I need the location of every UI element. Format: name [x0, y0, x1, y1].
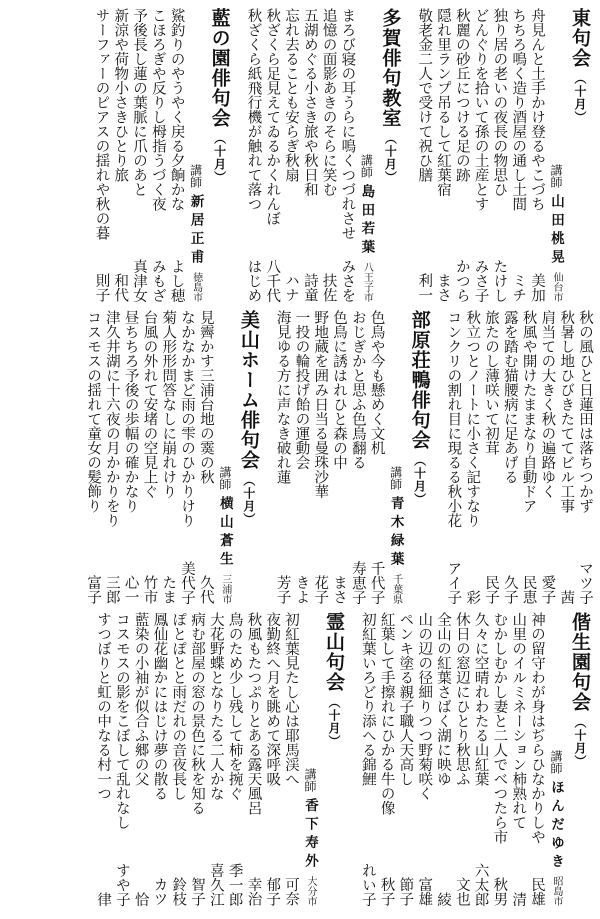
group-month: （十月）	[241, 474, 256, 526]
teacher-line	[215, 310, 235, 604]
column-spacer	[234, 8, 244, 302]
haiku-entry	[367, 310, 386, 604]
haiku-text: 一投の輪投げ飴の運動会	[293, 310, 310, 470]
group-title	[406, 310, 434, 604]
teacher-line	[546, 8, 566, 302]
teacher-location: 三浦市	[219, 574, 231, 604]
haiku-author: 秋男	[491, 877, 508, 906]
column-spacer	[434, 310, 444, 604]
haiku-author: よし穂	[168, 258, 185, 302]
group-name: 藍の園俳句会	[208, 8, 231, 128]
haiku-author: 喜久江	[207, 862, 224, 906]
haiku-author: 恰	[132, 891, 149, 906]
haiku-entry	[414, 8, 433, 302]
haiku-text: 菊人形形問答なしに崩れけり	[160, 310, 177, 499]
haiku-text: 秋の風ひと日蓮田は落ちつかず	[577, 310, 593, 513]
haiku-text: 色鳥に誘はれひと森の中	[331, 310, 348, 470]
haiku-entry	[519, 310, 538, 604]
haiku-author: 智子	[189, 877, 206, 906]
group-month: （十月）	[212, 132, 227, 184]
haiku-author: きよ	[293, 575, 310, 604]
haiku-author: 清	[510, 891, 527, 906]
haiku-text: 鯊釣りのやうやく戻る夕餉かな	[168, 8, 185, 211]
haiku-entry	[93, 612, 112, 906]
haiku-entry	[556, 310, 575, 604]
tier-2	[6, 310, 594, 604]
haiku-entry	[177, 310, 196, 604]
haiku-entry	[538, 310, 557, 604]
haiku-entry	[575, 310, 594, 604]
haiku-entry	[358, 612, 377, 906]
haiku-author: 季一郎	[226, 862, 243, 906]
column-spacer	[404, 8, 414, 302]
haiku-author: 竹市	[141, 575, 158, 604]
teacher-label: 講師	[549, 164, 563, 188]
teacher-location: 仙台市	[551, 272, 562, 302]
haiku-entry	[433, 8, 452, 302]
haiku-text: 紅葉して手擦れにひかる牛の像	[378, 612, 395, 815]
haiku-author: 久子	[501, 575, 518, 604]
teacher-name: 新居正甫	[187, 194, 204, 268]
haiku-author: 愛子	[539, 575, 556, 604]
haiku-entry	[433, 612, 452, 906]
haiku-author: 三郎	[103, 575, 120, 604]
haiku-text: まろび寝の耳うらに鳴くつづれさせ	[339, 8, 356, 240]
group-name: 霊山句会	[323, 612, 346, 692]
group-name: 部原荘鴨俳句会	[408, 310, 431, 450]
haiku-text: 旅たのし薄咲いて初茸	[483, 310, 500, 455]
haiku-text: 山里のイルミネーション柿熟れて	[510, 612, 527, 830]
haiku-entry	[348, 310, 367, 604]
haiku-author: 可奈	[283, 877, 300, 906]
haiku-text: 追憶の面影あきのそらに笑む	[320, 8, 337, 197]
teacher-location: 昭島市	[551, 876, 562, 906]
teacher-line	[186, 8, 206, 302]
haiku-entry	[490, 612, 509, 906]
haiku-author: 美加	[529, 273, 545, 302]
column-spacer	[348, 612, 358, 906]
haiku-entry	[471, 8, 490, 302]
haiku-entry	[527, 612, 546, 906]
haiku-author: 心一	[122, 575, 139, 604]
haiku-author: 久代	[197, 575, 214, 604]
haiku-entry	[329, 310, 348, 604]
haiku-author: ミチ	[510, 273, 527, 302]
haiku-author: 彩	[464, 589, 481, 604]
teacher-name: 横山蒼生	[216, 496, 233, 570]
haiku-text: なかなかまど雨の雫のひかりけり	[179, 310, 196, 528]
haiku-author: ハナ	[283, 273, 300, 302]
haiku-entry	[396, 612, 415, 906]
haiku-entry	[168, 612, 187, 906]
haiku-author: 美代子	[179, 560, 196, 604]
haiku-author: れい子	[359, 862, 376, 906]
tier-3	[6, 612, 594, 906]
group-title	[566, 612, 594, 906]
haiku-entry	[129, 8, 148, 302]
haiku-text: コスモスの揺れて童女の髪飾り	[85, 310, 102, 513]
haiku-entry	[150, 612, 169, 906]
group-title	[566, 8, 594, 302]
group-month: （十月）	[573, 72, 587, 124]
haiku-author: 芳子	[274, 575, 291, 604]
teacher-name: 島田若葉	[358, 184, 375, 258]
group-title	[320, 612, 348, 906]
haiku-author: 八千代	[264, 258, 281, 302]
haiku-entry	[481, 310, 500, 604]
haiku-text: 秋ざくら紙飛行機が触れて落つ	[245, 8, 262, 211]
haiku-text: 新涼や荷物小さきひとり旅	[112, 8, 129, 182]
haiku-author: まさ	[435, 273, 452, 302]
haiku-entry	[112, 612, 131, 906]
haiku-author: 則子	[93, 273, 110, 302]
haiku-text: 五湖めぐる小さき旅や秋日和	[301, 8, 318, 197]
group-name: 偕生園句会	[569, 612, 591, 712]
group-title	[235, 310, 263, 604]
teacher-label: 講師	[388, 466, 403, 490]
haiku-text: 全山の紅葉さばく湖に映ゆ	[435, 612, 452, 786]
haiku-text: 肩当ての大きく秋の遍路ゆく	[539, 310, 556, 499]
haiku-author: たま	[160, 575, 177, 604]
haiku-text: 山の辺の径細りつつ野菊咲く	[416, 612, 433, 801]
teacher-name: 山田桃晃	[548, 194, 564, 268]
haiku-entry	[319, 8, 338, 302]
haiku-text: コスモスの影をこぼして乱れなし	[113, 612, 130, 830]
haiku-text: 秋立つとノートに小さく記すなり	[464, 310, 481, 528]
haiku-text: 秋麗の砂丘につける足の跡	[453, 8, 470, 182]
haiku-entry	[140, 310, 159, 604]
haiku-entry	[462, 310, 481, 604]
group-name: 東句会	[569, 8, 591, 68]
haiku-text: 見霽かす三浦台地の霙の秋	[197, 310, 214, 484]
haiku-entry	[167, 8, 186, 302]
teacher-location: 徳島市	[190, 272, 202, 302]
haiku-text: 独り居の老いの夜長の物思ひ	[491, 8, 508, 197]
teacher-line	[356, 8, 376, 302]
group-month: （十月）	[573, 716, 587, 768]
haiku-author: 鈴枝	[170, 877, 187, 906]
haiku-author: かつら	[453, 258, 470, 302]
teacher-name: 香下寿外	[302, 798, 319, 872]
haiku-text: 海見ゆる方に声なき破れ蓮	[274, 310, 291, 484]
haiku-entry	[508, 8, 527, 302]
haiku-entry	[83, 310, 102, 604]
haiku-author: 富雄	[416, 877, 433, 906]
haiku-author: カツ	[151, 877, 168, 906]
haiku-entry	[102, 310, 121, 604]
haiku-author: 茜	[558, 589, 575, 604]
haiku-text: コンクリの割れ目に現るる秋小花	[445, 310, 462, 528]
haiku-entry	[121, 310, 140, 604]
haiku-author: はじめ	[245, 258, 262, 302]
haiku-entry	[148, 8, 167, 302]
teacher-label: 講師	[359, 154, 374, 178]
teacher-line	[300, 612, 320, 906]
haiku-text: 秋暑し地ひびきたててビル工事	[558, 310, 575, 513]
haiku-text: 休日の窓辺にひとり秋思ふ	[453, 612, 470, 786]
teacher-label: 講師	[188, 164, 203, 188]
teacher-label: 講師	[303, 768, 318, 792]
haiku-text: 台風の外れて安堵の空見上ぐ	[141, 310, 158, 499]
haiku-text: 忘れ去ることも安らぎ秋扇	[283, 8, 300, 182]
haiku-author: 節子	[397, 877, 414, 906]
group-month: （十月）	[383, 132, 398, 184]
haiku-author: 真津女	[131, 258, 148, 302]
teacher-name: ほんだゆき	[548, 779, 564, 872]
haiku-entry	[158, 310, 177, 604]
haiku-text: 秋風もたつぷりとある露天風呂	[245, 612, 262, 815]
haiku-author: 郁子	[264, 877, 281, 906]
haiku-text: 病む部屋の窓の景色に秋を知る	[189, 612, 206, 815]
haiku-author: 民雄	[529, 877, 545, 906]
haiku-text: 秋風や開けたままなり自動ドア	[520, 310, 537, 513]
haiku-entry	[500, 310, 519, 604]
haiku-author: みさを	[339, 258, 356, 302]
haiku-text: 初紅葉いろどり添へる錦鯉	[359, 612, 376, 786]
haiku-entry	[338, 8, 357, 302]
haiku-author: みもざ	[149, 258, 166, 302]
haiku-text: 藍染の小袖が似合ふ郷の父	[132, 612, 149, 786]
haiku-entry	[471, 612, 490, 906]
haiku-author: 花子	[312, 575, 329, 604]
haiku-text: おじぎかと思ふ色鳥翻る	[349, 310, 366, 470]
haiku-text: こほろぎや反りし栂指うづく夜	[149, 8, 166, 211]
teacher-location: 千葉県	[390, 574, 402, 604]
haiku-entry	[225, 612, 244, 906]
teacher-location: 大分市	[305, 876, 317, 906]
group-name: 多賀俳句教室	[379, 8, 402, 128]
haiku-entry	[377, 612, 396, 906]
group-name: 美山ホーム俳句会	[237, 310, 260, 470]
haiku-author: 秋子	[378, 877, 395, 906]
haiku-text: 神の留守わが身はぢらひなかりしや	[529, 612, 545, 844]
haiku-text: 敬老金二人で受けて祝ひ膳	[416, 8, 433, 182]
haiku-author: 千代子	[368, 560, 385, 604]
haiku-text: どんぐりを拾いて孫の土産とす	[472, 8, 489, 211]
haiku-author: 六太郎	[472, 862, 489, 906]
haiku-entry	[262, 612, 281, 906]
haiku-text: 隠れ里ランプ吊るして紅葉宿	[435, 8, 452, 197]
haiku-author: 民恵	[520, 575, 537, 604]
haiku-text: すつぼりと虹の中なる村一つ	[95, 612, 112, 801]
haiku-text: サーファーのピアスの揺れや秋の暮	[93, 8, 110, 240]
haiku-entry	[110, 8, 129, 302]
haiku-entry	[452, 8, 471, 302]
haiku-entry	[92, 8, 111, 302]
haiku-text: 昼ちちろ予後の歩幅の確かなり	[122, 310, 139, 513]
haiku-entry	[206, 612, 225, 906]
teacher-label: 講師	[549, 749, 563, 774]
haiku-author: 利一	[416, 273, 433, 302]
haiku-author: すや子	[113, 862, 130, 906]
haiku-author: マツ子	[577, 560, 593, 604]
haiku-author: 詩童	[301, 273, 318, 302]
teacher-label: 講師	[217, 466, 232, 490]
haiku-entry	[262, 8, 281, 302]
haiku-text: 鳳仙花幽かにはじけ夢の散る	[151, 612, 168, 801]
haiku-entry	[281, 8, 300, 302]
haiku-entry	[244, 8, 263, 302]
haiku-text: 野地蔵を囲み日当る曼珠沙華	[312, 310, 329, 499]
haiku-text: 露を踏む猫腰病に足あげる	[501, 310, 518, 484]
tier-1	[6, 8, 594, 302]
haiku-text: むかしむかし妻と二人でべつたら市	[491, 612, 508, 844]
haiku-author: 綾	[435, 891, 452, 906]
haiku-text: ペンキ塗る親子職人天高し	[397, 612, 414, 786]
haiku-text: ちちろ鳴く造り酒屋の通し土間	[510, 8, 527, 211]
haiku-entry	[196, 310, 215, 604]
teacher-name: 青木緑葉	[387, 496, 404, 570]
teacher-line	[386, 310, 406, 604]
haiku-text: 津久井湖に十六夜の月かかりをり	[103, 310, 120, 528]
haiku-entry	[300, 8, 319, 302]
haiku-entry	[244, 612, 263, 906]
haiku-text: 秋ざくら足見えてゐるかくれんぼ	[264, 8, 281, 226]
haiku-author: まさ	[331, 575, 348, 604]
haiku-entry	[292, 310, 311, 604]
haiku-text: 色鳥や今も懸めく文机	[368, 310, 385, 455]
teacher-line	[546, 612, 566, 906]
group-month: （十月）	[412, 454, 427, 506]
haiku-text: 鳥のため少し残して柿を捥ぐ	[226, 612, 243, 801]
haiku-entry	[490, 8, 509, 302]
haiku-entry	[444, 310, 463, 604]
haiku-entry	[131, 612, 150, 906]
haiku-entry	[527, 8, 546, 302]
haiku-author: 民子	[483, 575, 500, 604]
haiku-text: 大花野蝶となりたる二人かな	[207, 612, 224, 801]
haiku-entry	[508, 612, 527, 906]
haiku-author: 幸治	[245, 877, 262, 906]
haiku-text: 予後長し蓮の葉脈に爪のあと	[131, 8, 148, 197]
haiku-author: 和代	[112, 273, 129, 302]
haiku-text: 夜勤終へ月を眺めて深呼吸	[264, 612, 281, 786]
haiku-text: ぽとぽとと雨だれの音夜長し	[170, 612, 187, 801]
column-spacer	[263, 310, 273, 604]
haiku-author: 寿恵子	[349, 560, 366, 604]
haiku-entry	[414, 612, 433, 906]
haiku-entry	[310, 310, 329, 604]
haiku-text: 久々に空晴れわたる山紅葉	[472, 612, 489, 786]
group-title	[206, 8, 234, 302]
group-title	[376, 8, 404, 302]
haiku-entry	[281, 612, 300, 906]
haiku-entry	[273, 310, 292, 604]
haiku-author: 律	[95, 891, 112, 906]
haiku-author: アイ子	[445, 560, 462, 604]
haiku-text: 初紅葉見たし心は耶馬渓へ	[283, 612, 300, 786]
haiku-text: 舟見んと土手かけ登るやこづち	[529, 8, 545, 211]
haiku-author: 扶佐	[320, 273, 337, 302]
haiku-author: たけし	[491, 258, 508, 302]
haiku-author: 文也	[453, 877, 470, 906]
haiku-entry	[187, 612, 206, 906]
haiku-author: みさ子	[472, 258, 489, 302]
haiku-entry	[452, 612, 471, 906]
teacher-location: 八王子市	[361, 262, 373, 302]
group-month: （十月）	[327, 696, 342, 748]
haiku-author: 富子	[85, 575, 102, 604]
